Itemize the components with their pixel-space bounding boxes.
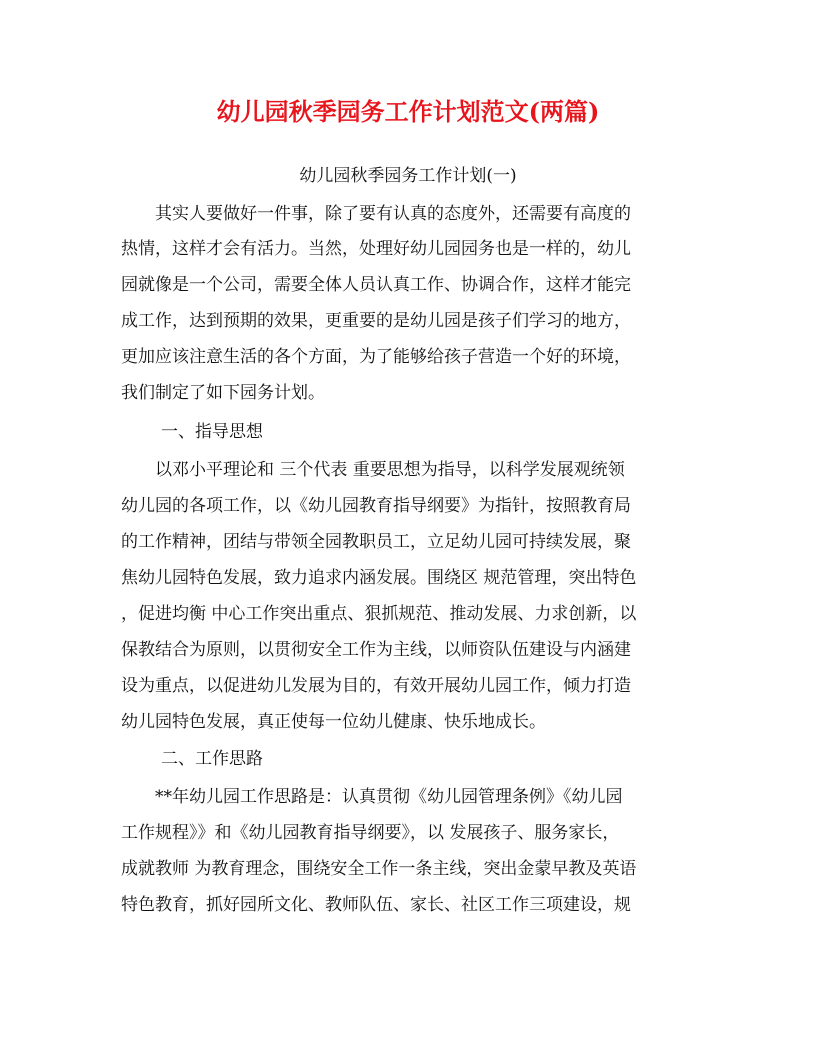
paragraph-line: 的工作精神，团结与带领全园教职员工，立足幼儿园可持续发展，聚 [121,532,631,552]
paragraph-line: ，促进均衡 中心工作突出重点、狠抓规范、推动发展、力求创新，以 [121,604,637,624]
paragraph-line: 我们制定了如下园务计划。 [121,383,325,403]
paragraph-line: 工作规程》》和《幼儿园教育指导纲要》，以 发展孩子、服务家长， [121,823,620,843]
section-heading: 二、工作思路 [161,749,263,769]
paragraph-line: 成工作，达到预期的效果，更重要的是幼儿园是孩子们学习的地方， [121,311,631,331]
paragraph-line: 特色教育，抓好园所文化、教师队伍、家长、社区工作三项建设，规 [121,895,631,915]
paragraph-line: 热情，这样才会有活力。当然，处理好幼儿园园务也是一样的，幼儿 [121,239,631,259]
document-subtitle: 幼儿园秋季园务工作计划(一) [299,166,517,186]
paragraph-line: 其实人要做好一件事，除了要有认真的态度外，还需要有高度的 [121,204,631,224]
paragraph-line: 幼儿园的各项工作，以《幼儿园教育指导纲要》为指针，按照教育局 [121,496,631,516]
document-title: 幼儿园秋季园务工作计划范文(两篇) [216,97,600,126]
paragraph-line: 焦幼儿园特色发展，致力追求内涵发展。围绕区 规范管理，突出特色 [121,568,637,588]
section-heading: 一、指导思想 [161,422,263,442]
paragraph-line: 园就像是一个公司，需要全体人员认真工作、协调合作，这样才能完 [121,275,631,295]
paragraph-line: 设为重点，以促进幼儿发展为目的，有效开展幼儿园工作，倾力打造 [121,676,631,696]
paragraph-line: 以邓小平理论和 三个代表 重要思想为指导，以科学发展观统领 [121,460,625,480]
paragraph-line: **年幼儿园工作思路是：认真贯彻《幼儿园管理条例》《幼儿园 [121,787,623,807]
paragraph-line: 更加应该注意生活的各个方面，为了能够给孩子营造一个好的环境， [121,347,631,367]
paragraph-line: 幼儿园特色发展，真正使每一位幼儿健康、快乐地成长。 [121,712,546,732]
paragraph-line: 成就教师 为教育理念，围绕安全工作一条主线，突出金蒙早教及英语 [121,859,637,879]
paragraph-line: 保教结合为原则，以贯彻安全工作为主线，以师资队伍建设与内涵建 [121,640,631,660]
